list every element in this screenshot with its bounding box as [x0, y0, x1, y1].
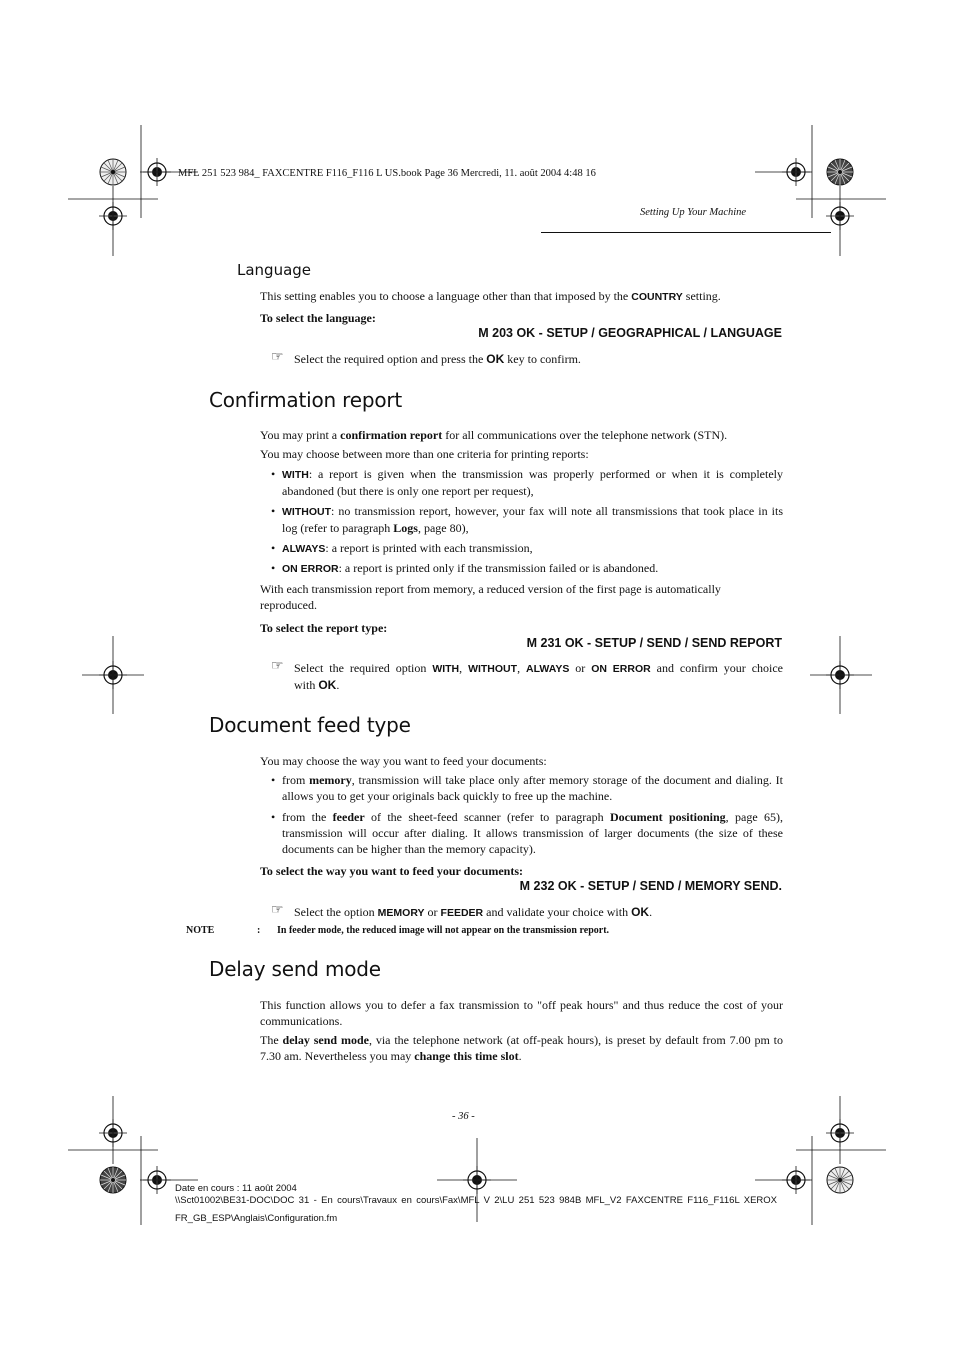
confirmation-p2: You may choose between more than one criteria for printing reports:: [260, 447, 589, 461]
confirmation-p1: You may print a confirmation report for all communications over the telephone network (STN).: [260, 428, 728, 442]
report-menu-path: M 231 OK - SETUP / SEND / SEND REPORT: [526, 636, 782, 650]
report-select-label: To select the report type:: [260, 621, 388, 635]
bullet-feeder: from the feeder of the sheet-feed scanner (refer to paragraph Document positioning, page 65), transmission will occur after dialing. It allows transmission of larger documents (the size of these documents can be higher than the memory capacity).: [282, 810, 783, 856]
bullet-on-error: ON ERROR: a report is printed only if the transmission failed or is abandoned.: [282, 561, 659, 575]
language-intro: This setting enables you to choose a language other than that imposed by the COUNTRY setting.: [260, 289, 721, 303]
feed-instruction: Select the option MEMORY or FEEDER and validate your choice with OK.: [294, 905, 653, 919]
bullet-without: WITHOUT: no transmission report, however, your fax will note all transmissions that took place in its log (refer to paragraph Logs, page 80),: [282, 504, 783, 535]
bullet-memory: from memory, transmission will take place only after memory storage of the document and dialing. It allows you to get your originals back quickly to free up the machine.: [282, 773, 783, 803]
bullet-always: ALWAYS: a report is printed with each transmission,: [282, 541, 533, 555]
language-menu-path: M 203 OK - SETUP / GEOGRAPHICAL / LANGUAGE: [478, 326, 782, 340]
feed-p1: You may choose the way you want to feed your documents:: [260, 754, 547, 768]
confirmation-report-heading: Confirmation report: [209, 388, 403, 412]
note-text: In feeder mode, the reduced image will not appear on the transmission report.: [277, 925, 610, 936]
file-info-header: MFL 251 523 984_ FAXCENTRE F116_F116 L US.book Page 36 Mercredi, 11. août 2004 4:48 16: [178, 168, 596, 179]
bullet-marker: •: [271, 810, 276, 824]
header-rule: [541, 232, 831, 233]
bullet-marker: •: [271, 561, 276, 575]
footer-path-line1: \\Sct01002\BE31-DOC\DOC 31 - En cours\Travaux en cours\Fax\MFL V 2\LU 251 523 984B MFL_V2 FAXCENTRE F116_F116L XEROX: [175, 1195, 777, 1206]
feed-select-label: To select the way you want to feed your documents:: [260, 864, 523, 878]
language-instruction: Select the required option and press the OK key to confirm.: [294, 352, 581, 366]
language-heading: Language: [237, 261, 312, 279]
note-label: NOTE: [186, 925, 215, 936]
confirmation-p3: With each transmission report from memory, a reduced version of the first page is automatically reproduced.: [260, 582, 721, 612]
feed-menu-path: M 232 OK - SETUP / SEND / MEMORY SEND.: [519, 879, 782, 893]
bullet-marker: •: [271, 541, 276, 555]
delay-p1: This function allows you to defer a fax transmission to "off peak hours" and thus reduce the cost of your communications.: [260, 998, 783, 1028]
pointing-hand-icon: ☞: [271, 659, 284, 674]
note-colon: :: [257, 925, 261, 936]
page-number: - 36 -: [452, 1111, 475, 1122]
bullet-marker: •: [271, 467, 276, 481]
running-title: Setting Up Your Machine: [640, 207, 747, 218]
footer-path-line2: FR_GB_ESP\Anglais\Configuration.fm: [175, 1213, 338, 1224]
document-feed-heading: Document feed type: [209, 713, 411, 737]
delay-send-heading: Delay send mode: [209, 957, 381, 981]
pointing-hand-icon: ☞: [271, 350, 284, 365]
pointing-hand-icon: ☞: [271, 903, 284, 918]
delay-p2: The delay send mode, via the telephone network (at off-peak hours), is preset by default from 7.00 pm to 7.30 am. Nevertheless you may change this time slot.: [260, 1033, 783, 1063]
bullet-with: WITH: a report is given when the transmission was properly performed or when it is completely abandoned (but there is only one report per request),: [282, 467, 783, 498]
bullet-marker: •: [271, 504, 276, 518]
footer-date: Date en cours : 11 août 2004: [175, 1183, 297, 1194]
report-instruction: Select the required option WITH, WITHOUT, ALWAYS or ON ERROR and confirm your choice with OK.: [294, 661, 784, 692]
bullet-marker: •: [271, 773, 276, 787]
language-select-label: To select the language:: [260, 311, 376, 325]
country-key: COUNTRY: [631, 291, 683, 303]
